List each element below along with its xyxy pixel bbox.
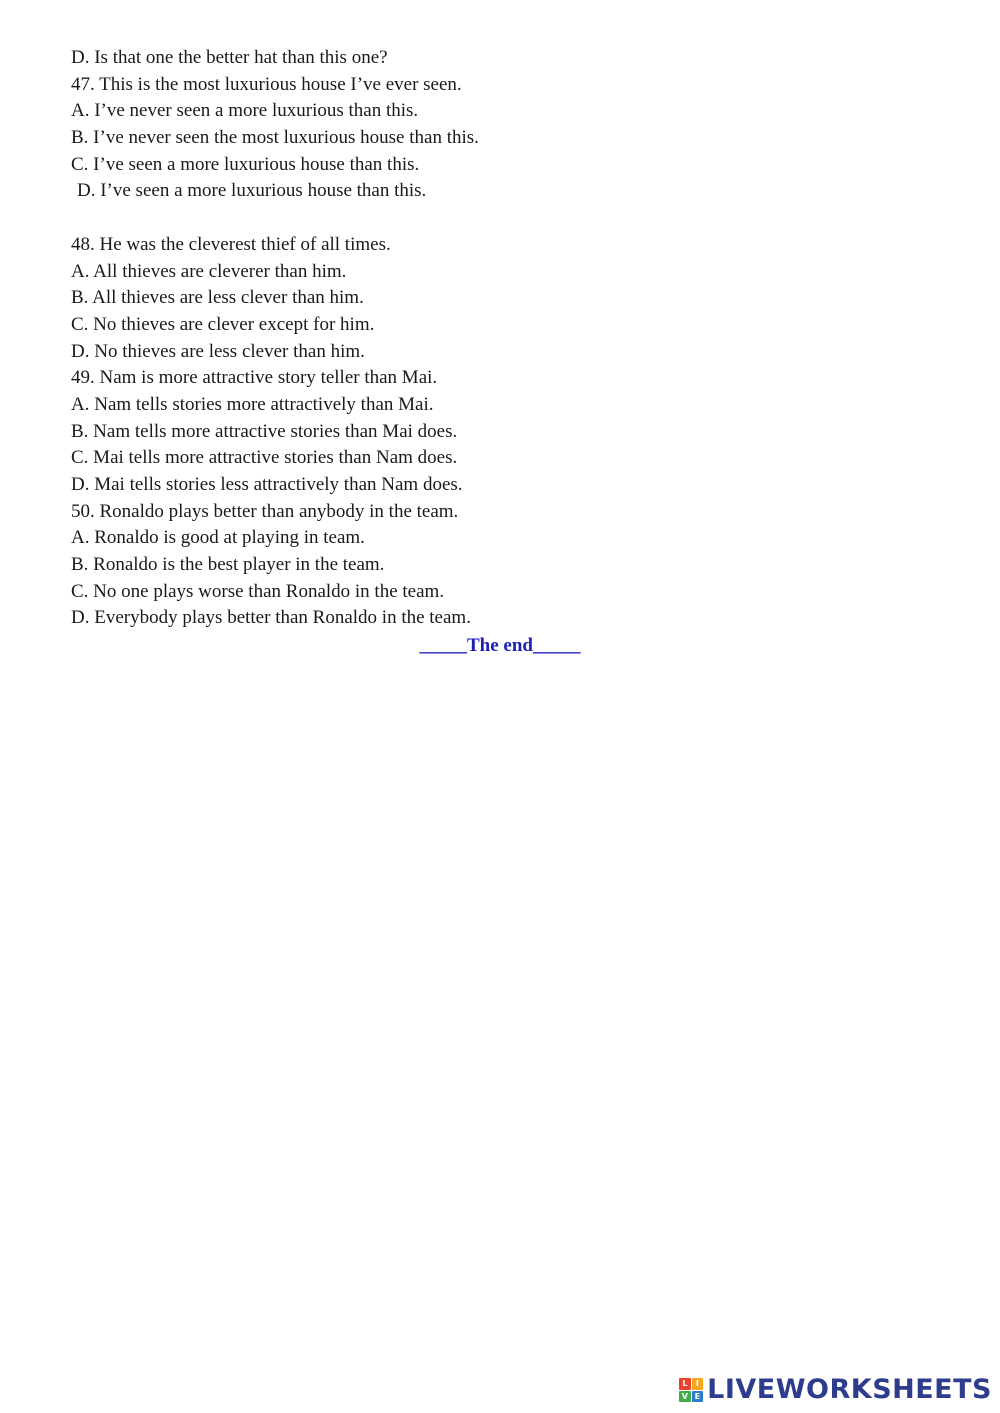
logo-letter-l: L [679, 1378, 691, 1390]
option-line: A. I’ve never seen a more luxurious than this. [71, 100, 419, 122]
option-line: D. I’ve seen a more luxurious house than this. [77, 180, 427, 202]
option-line: C. Mai tells more attractive stories than Nam does. [71, 447, 458, 469]
option-line: A. Nam tells stories more attractively than Mai. [71, 393, 434, 415]
liveworksheets-logo-icon [679, 1378, 703, 1402]
option-line: B. Nam tells more attractive stories than Mai does. [71, 420, 458, 442]
the-end-label: _____The end_____ [419, 635, 581, 656]
option-line: B. I’ve never seen the most luxurious house than this. [71, 127, 479, 149]
option-line: C. No one plays worse than Ronaldo in the team. [71, 580, 445, 602]
liveworksheets-watermark [679, 1375, 992, 1405]
option-line: B. Ronaldo is the best player in the team. [71, 554, 385, 576]
option-line: B. All thieves are less clever than him. [71, 287, 364, 309]
question-48: 48. He was the cleverest thief of all times. [71, 233, 391, 255]
logo-letter-v: V [679, 1391, 691, 1403]
logo-letter-i: I [692, 1378, 704, 1390]
option-line: A. All thieves are cleverer than him. [71, 260, 347, 282]
question-49: 49. Nam is more attractive story teller than Mai. [71, 367, 438, 389]
logo-letter-e: E [692, 1391, 704, 1403]
question-50: 50. Ronaldo plays better than anybody in the team. [71, 500, 459, 522]
option-line: D. No thieves are less clever than him. [71, 340, 365, 362]
blank-line [71, 205, 931, 232]
option-line: C. I’ve seen a more luxurious house than this. [71, 153, 420, 175]
option-line: D. Is that one the better hat than this one? [71, 47, 388, 68]
worksheet-page [71, 45, 931, 632]
option-line: C. No thieves are clever except for him. [71, 313, 375, 335]
watermark-text: LIVEWORKSHEETS [707, 1374, 992, 1405]
option-line: A. Ronaldo is good at playing in team. [71, 527, 365, 549]
question-47: 47. This is the most luxurious house I’ve ever seen. [71, 73, 462, 95]
option-line: D. Everybody plays better than Ronaldo in the team. [71, 607, 471, 629]
option-line: D. Mai tells stories less attractively than Nam does. [71, 474, 463, 495]
